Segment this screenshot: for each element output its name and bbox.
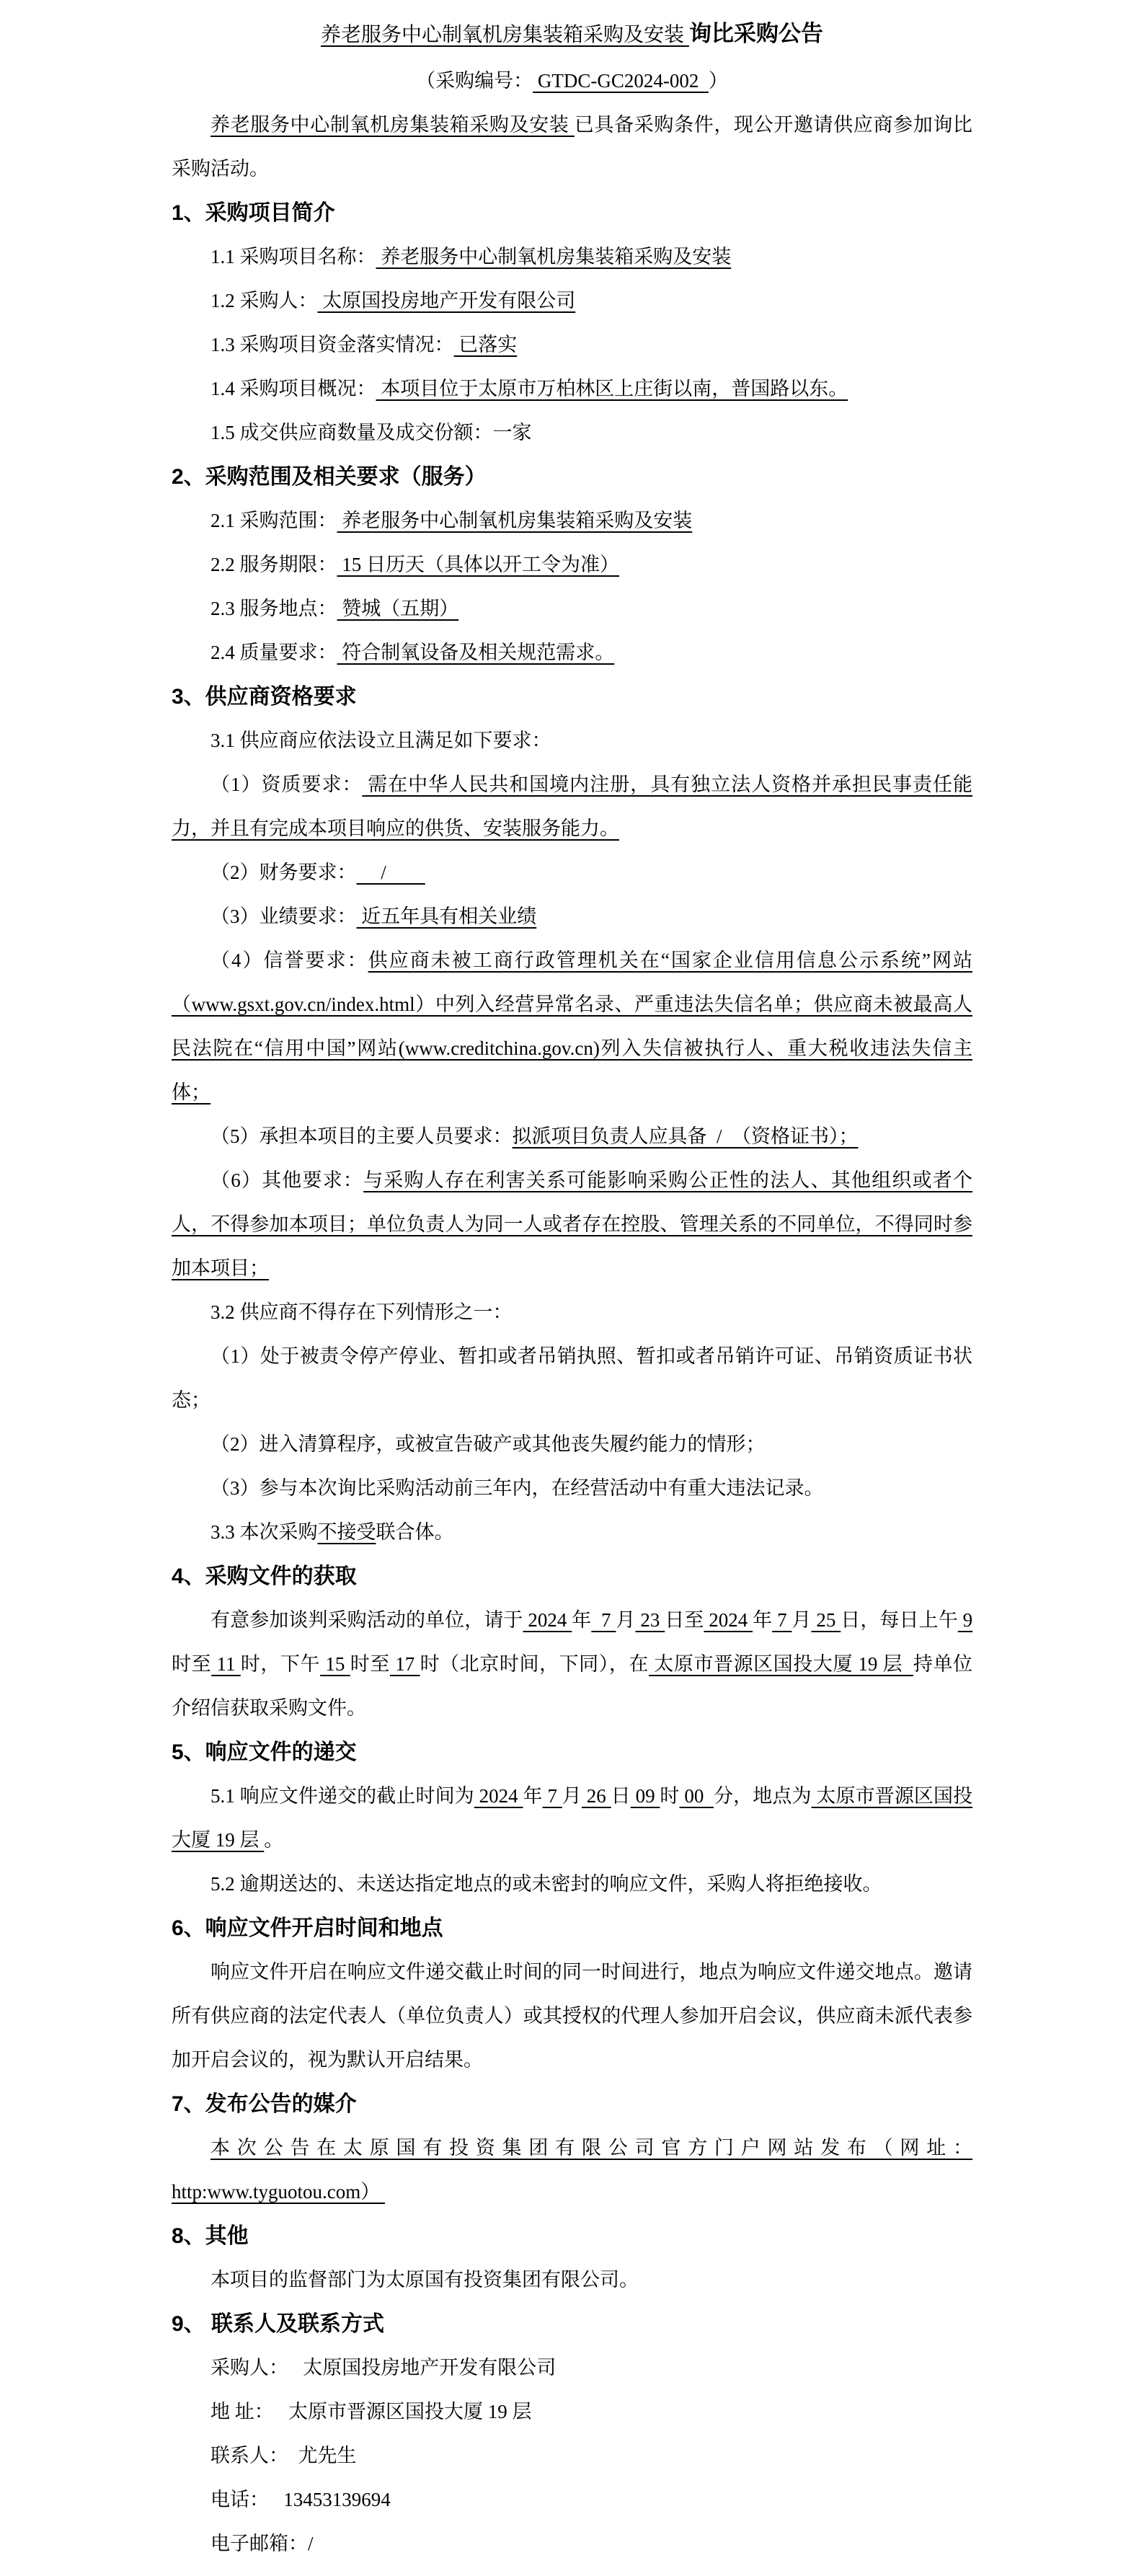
item-1-3-funding-status: 1.3 采购项目资金落实情况： 已落实: [210, 334, 518, 355]
item-3-2-situation-2: （2）进入清算程序，或被宣告破产或其他丧失履约能力的情形；: [210, 1433, 766, 1455]
contact-phone-value: 13453139694: [283, 2489, 391, 2510]
contact-person: [172, 2434, 972, 2478]
document-title: 养老服务中心制氧机房集装箱采购及安装 询比采购公告: [320, 21, 823, 46]
section-9-heading: 9、 联系人及联系方式: [172, 2312, 385, 2336]
section-7-heading: 7、发布公告的媒介: [172, 2092, 357, 2116]
contact-address-label: 地 址：: [210, 2401, 288, 2422]
item-3-2-situation-1: （1）处于被责令停产停业、暂扣或者吊销执照、暂扣或者吊销许可证、吊销资质证书状态；: [172, 1345, 972, 1411]
item-1-1-project-name: 1.1 采购项目名称： 养老服务中心制氧机房集装箱采购及安装: [210, 246, 732, 267]
item-3-1-qualification: （1）资质要求： 需在中华人民共和国境内注册，具有独立法人资格并承担民事责任能力，并且有完成本项目响应的供货、安装服务能力。: [172, 774, 973, 839]
item-3-2-intro: 3.2 供应商不得存在下列情形之一：: [210, 1301, 513, 1323]
section-8-heading: 8、其他: [172, 2224, 249, 2248]
item-5-2-rejection: 5.2 逾期送达的、未送达指定地点的或未密封的响应文件，采购人将拒绝接收。: [210, 1873, 882, 1895]
contact-purchaser: [172, 2346, 972, 2390]
contact-phone-label: 电话：: [210, 2489, 284, 2510]
section-8-paragraph: 本项目的监督部门为太原国有投资集团有限公司。: [210, 2269, 639, 2290]
item-3-1-finance: （2）财务要求： /: [210, 862, 425, 883]
item-3-1-other-requirements: （6）其他要求：与采购人存在利害关系可能影响采购公正性的法人、其他组织或者个人，不得参加本项目；单位负责人为同一人或者存在控股、管理关系的不同单位，不得同时参加本项目；: [172, 1169, 973, 1279]
item-3-1-credit: （4）信誉要求：供应商未被工商行政管理机关在“国家企业信用信息公示系统”网站（www.gsxt.gov.cn/index.html）中列入经营异常名录、严重违法失信名单；供应商未被最高人民法院在“信用中国”网站(www.creditchina.gov.cn)列入失信被执行人、重大税收违法失信主体；: [172, 950, 973, 1103]
item-5-1-deadline: 5.1 响应文件递交的截止时间为 2024 年 7 月 26 日 09 时 00 分，地点为 太原市晋源区国投大厦 19 层 。: [172, 1785, 973, 1851]
contact-email: [172, 2522, 972, 2566]
item-1-2-purchaser: 1.2 采购人： 太原国投房地产开发有限公司: [210, 290, 576, 311]
item-3-2-situation-3: （3）参与本次询比采购活动前三年内，在经营活动中有重大违法记录。: [210, 1477, 824, 1499]
contact-email-label: 电子邮箱：: [210, 2533, 308, 2554]
item-1-5-supplier-quantity: 1.5 成交供应商数量及成交份额：一家: [210, 422, 532, 443]
item-2-3-service-location: 2.3 服务地点： 赞城（五期）: [210, 598, 459, 619]
section-4-paragraph: 有意参加谈判采购活动的单位，请于 2024 年 7 月 23 日至 2024 年 7 月 25 日，每日上午 9 时至 11 时，下午 15 时至 17 时（北京时间，下同），在 太原市晋源区国投大厦 19 层 持单位介绍信获取采购文件。: [172, 1609, 973, 1719]
contact-person-value: 尤先生: [298, 2445, 357, 2466]
contact-email-value: /: [308, 2533, 314, 2554]
procurement-number-line: （采购编号： GTDC-GC2024-002 ）: [416, 70, 728, 92]
item-3-1-intro: 3.1 供应商应依法设立且满足如下要求：: [210, 730, 551, 751]
section-6-paragraph: 响应文件开启在响应文件递交截止时间的同一时间进行，地点为响应文件递交地点。邀请所有供应商的法定代表人（单位负责人）或其授权的代理人参加开启会议，供应商未派代表参加开启会议的，视为默认开启结果。: [172, 1961, 972, 2071]
contact-person-label: 联系人：: [210, 2445, 298, 2466]
contact-address: [172, 2390, 972, 2434]
item-2-4-quality-requirement: 2.4 质量要求： 符合制氧设备及相关规范需求。: [210, 642, 615, 663]
item-2-1-scope: 2.1 采购范围： 养老服务中心制氧机房集装箱采购及安装: [210, 510, 693, 531]
contact-address-value: 太原市晋源区国投大厦 19 层: [288, 2401, 532, 2422]
section-2-heading: 2、采购范围及相关要求（服务）: [172, 465, 487, 489]
contact-phone: [172, 2478, 972, 2522]
section-3-heading: 3、供应商资格要求: [172, 685, 357, 709]
contact-purchaser-label: 采购人：: [210, 2357, 303, 2378]
item-3-1-key-personnel: （5）承担本项目的主要人员要求：拟派项目负责人应具备 / （资格证书）；: [210, 1125, 859, 1147]
section-6-heading: 6、响应文件开启时间和地点: [172, 1916, 443, 1940]
section-7-paragraph: 本次公告在太原国有投资集团有限公司官方门户网站发布（网址：http:www.tyguotou.com）: [172, 2137, 972, 2203]
section-5-heading: 5、响应文件的递交: [172, 1740, 357, 1764]
item-3-3-no-consortium: 3.3 本次采购不接受联合体。: [210, 1521, 454, 1543]
intro-paragraph: 养老服务中心制氧机房集装箱采购及安装 已具备采购条件，现公开邀请供应商参加询比采购活动。: [172, 114, 972, 180]
contact-purchaser-value: 太原国投房地产开发有限公司: [303, 2357, 557, 2378]
item-2-2-service-period: 2.2 服务期限： 15 日历天（具体以开工令为准）: [210, 554, 619, 575]
section-4-heading: 4、采购文件的获取: [172, 1564, 357, 1588]
item-1-4-project-overview: 1.4 采购项目概况： 本项目位于太原市万柏林区上庄街以南，普国路以东。: [210, 378, 848, 399]
item-3-1-performance: （3）业绩要求： 近五年具有相关业绩: [210, 906, 537, 927]
section-1-heading: 1、采购项目简介: [172, 201, 335, 225]
